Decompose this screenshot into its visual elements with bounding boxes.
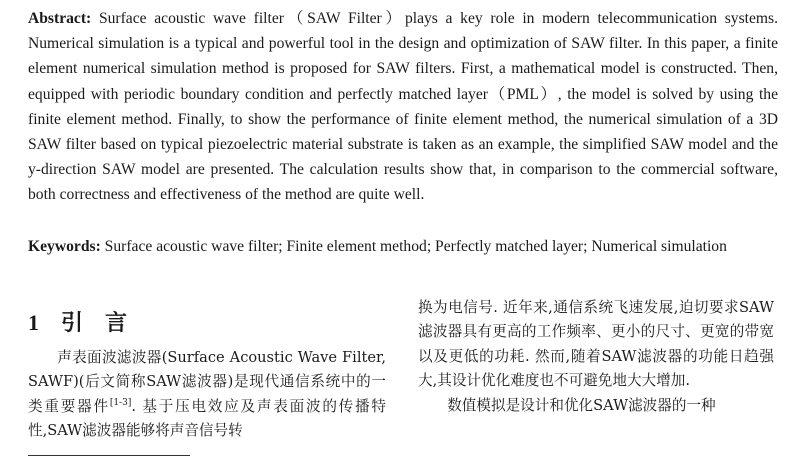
- intro-paragraph: [28, 346, 386, 444]
- left-column: [28, 346, 386, 444]
- citation-ref: [1-3]: [109, 397, 132, 408]
- section-title-char-2: 言: [105, 311, 128, 336]
- right-column: [418, 296, 774, 418]
- footnote-rule: [28, 455, 190, 456]
- section-heading: [28, 306, 127, 337]
- keywords-block: [28, 234, 778, 259]
- keywords-text: Surface acoustic wave filter; Finite element method; Perfectly matched layer; Numerical simulation: [104, 238, 727, 255]
- section-title-char-1: 引: [61, 311, 84, 336]
- abstract-label: Abstract:: [28, 10, 92, 27]
- abstract-block: [28, 6, 778, 208]
- next-paragraph: 数值模拟是设计和优化SAW滤波器的一种: [447, 396, 716, 414]
- abstract-text: Surface acoustic wave filter（SAW Filter）plays a key role in modern telecommunication systems. Numerical simulation is a typical and powerful tool in the design and optimization of SAW filter. In this paper, a finite element numerical simulation method is proposed for SAW filters. First, a mathematical model is constructed. Then, equipped with periodic boundary condition and perfectly matched layer（PML）, the model is solved by using the finite element method. Finally, to show the performance of finite element method, the numerical simulation of a 3D SAW filter based on typical piezoelectric material substrate is taken as an example, the simplified SAW model and the y-direction SAW model are presented. The calculation results show that, in comparison to the commercial software, both correctness and effectiveness of the method are quite well.: [28, 10, 778, 204]
- section-number: 1: [28, 310, 39, 335]
- keywords-label: Keywords:: [28, 238, 101, 255]
- intro-text-part2: . 基于压电效应及声表面波的传播特性,SAW滤波器能够将声音信号转: [28, 397, 386, 440]
- continued-paragraph: 换为电信号. 近年来,通信系统飞速发展,迫切要求SAW滤波器具有更高的工作频率、更小的尺寸、更宽的带宽以及更低的功耗. 然而,随着SAW滤波器的功能日趋强大,其设计优化难度也不可避免地大大增加.: [418, 299, 774, 390]
- intro-text-part1: 声表面波滤波器(Surface Acoustic Wave Filter, SAWF)(后文简称SAW滤波器)是现代通信系统中的一类重要器件: [28, 349, 386, 415]
